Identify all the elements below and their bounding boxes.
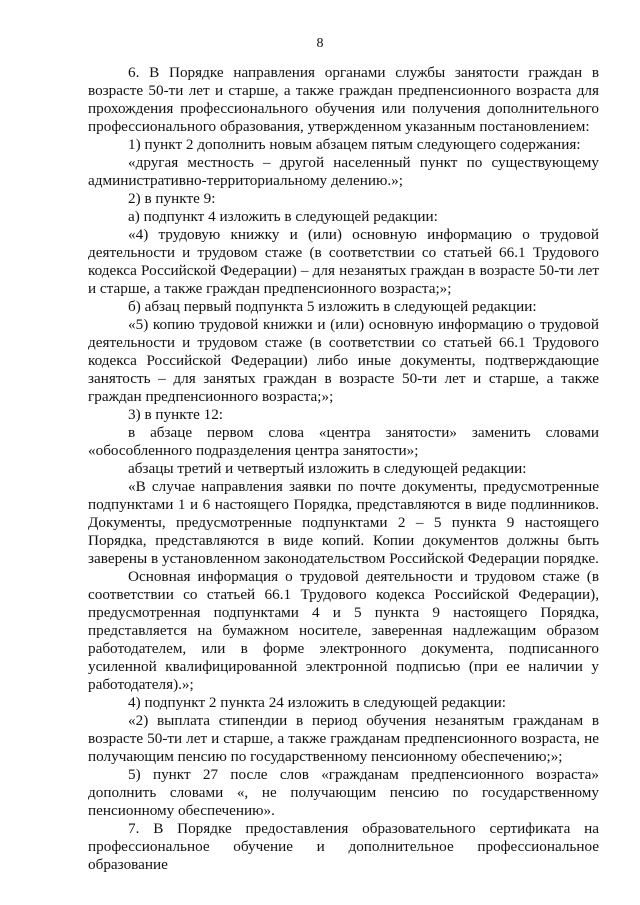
paragraph: 3) в пункте 12: [128,406,224,423]
paragraph: 1) пункт 2 дополнить новым абзацем пятым следующего содержания: [128,136,581,153]
paragraph: 5) пункт 27 после слов «гражданам предпенсионного возраста» дополнить словами «, не получающим пенсию по государственному пенсионному обеспечению». [88,766,599,819]
paragraph: «2) выплата стипендии в период обучения незанятым гражданам в возрасте 50-ти лет и старше, а также гражданам предпенсионного возраста, не получающим пенсию по государственному пенсионному обеспечению;»; [88,712,599,765]
paragraph: «5) копию трудовой книжки и (или) основную информацию о трудовой деятельности и трудовом стаже (в соответствии со статьей 66.1 Трудового кодекса Российской Федерации) либо иные документы, подтверждающие занятость – для занятых граждан в возрасте 50-ти лет и старше, а также граждан предпенсионного возраста;»; [88,316,599,405]
page-number: 8 [316,36,324,51]
paragraph: 6. В Порядке направления органами службы занятости граждан в возрасте 50-ти лет и старше, а также граждан предпенсионного возраста для прохождения профессионального обучения или получения дополнительного профессионального образования, утвержденном указанным постановлением: [88,64,599,135]
paragraph: «4) трудовую книжку и (или) основную информацию о трудовой деятельности и трудовом стаже (в соответствии со статьей 66.1 Трудового кодекса Российской Федерации) – для незанятых граждан в возрасте 50-ти лет и старше, а также граждан предпенсионного возраста;»; [88,226,599,297]
paragraph: 7. В Порядке предоставления образовательного сертификата на профессиональное обучение и дополнительное профессиональное образование [88,820,599,873]
paragraph: Основная информация о трудовой деятельности и трудовом стаже (в соответствии со статьей 66.1 Трудового кодекса Российской Федерации), предусмотренная подпунктами 4 и 5 пункта 9 настоящего Порядка, представляется на бумажном носителе, заверенная надлежащим образом работодателем, или в форме электронного документа, подписанного усиленной квалифицированной электронной подписью (при ее наличии у работодателя).»; [88,568,599,693]
paragraph: «В случае направления заявки по почте документы, предусмотренные подпунктами 1 и 6 настоящего Порядка, представляются в виде подлинников. Документы, предусмотренные подпунктами 2 – 5 пункта 9 настоящего Порядка, представляются в виде копий. Копии документов должны быть заверены в установленном законодательством Российской Федерации порядке. [88,478,599,567]
paragraph: б) абзац первый подпункта 5 изложить в следующей редакции: [128,298,537,315]
paragraph: в абзаце первом слова «центра занятости» заменить словами «обособленного подразделения центра занятости»; [88,424,599,459]
paragraph: «другая местность – другой населенный пункт по существующему административно-территориальному делению.»; [88,154,599,189]
paragraph: 4) подпункт 2 пункта 24 изложить в следующей редакции: [128,694,507,711]
document-body [88,64,599,874]
paragraph: 2) в пункте 9: [128,190,216,207]
paragraph: абзацы третий и четвертый изложить в следующей редакции: [128,460,527,477]
paragraph: а) подпункт 4 изложить в следующей редакции: [128,208,438,225]
